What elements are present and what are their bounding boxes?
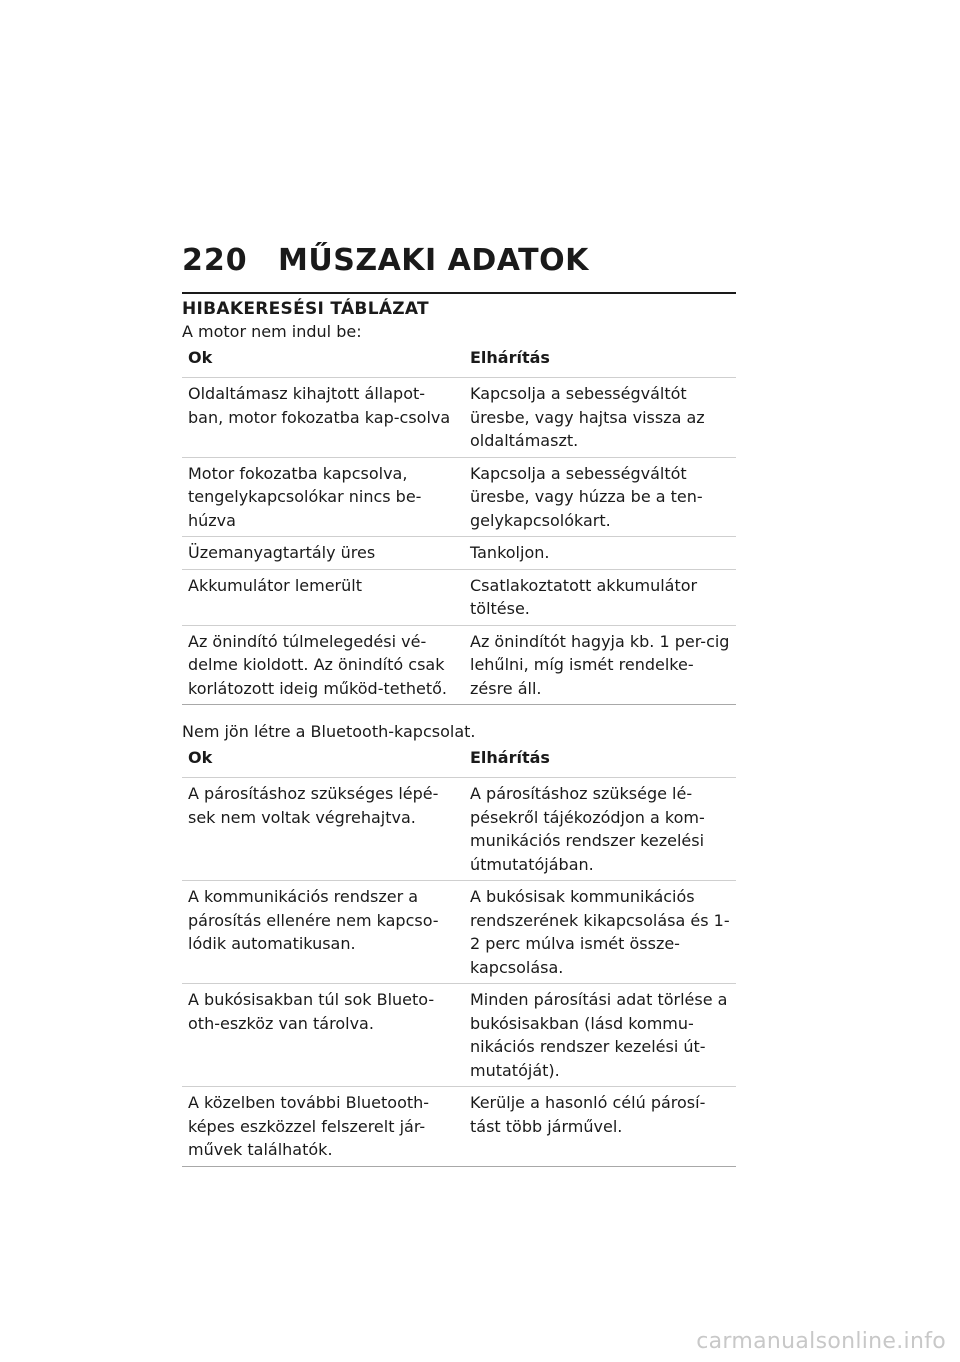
page-header [182, 243, 736, 278]
cause-cell: A közelben további Bluetooth-képes eszközzel felszerelt jár-művek találhatók. [182, 1087, 464, 1167]
troubleshooting-table-bluetooth [182, 743, 736, 1167]
cause-cell: Motor fokozatba kapcsolva, tengelykapcsolókar nincs be-húzva [182, 457, 464, 537]
column-header-cause: Ok [182, 743, 464, 778]
table-row [182, 625, 736, 705]
troubleshooting-table-engine [182, 343, 736, 705]
column-header-remedy: Elhárítás [464, 743, 736, 778]
watermark-logo: carmanualsonline.info [696, 1329, 946, 1354]
table-row [182, 537, 736, 570]
cause-cell: Oldaltámasz kihajtott állapot-ban, motor fokozatba kap-csolva [182, 378, 464, 458]
cause-cell: Üzemanyagtartály üres [182, 537, 464, 570]
remedy-cell: Kapcsolja a sebességváltót üresbe, vagy hajtsa vissza az oldaltámaszt. [464, 378, 736, 458]
page-number: 220 [182, 243, 248, 278]
table-row [182, 1087, 736, 1167]
chapter-title: MŰSZAKI ADATOK [278, 243, 589, 278]
table-header-row [182, 743, 736, 778]
table-row [182, 881, 736, 984]
cause-cell: A kommunikációs rendszer a párosítás ellenére nem kapcso-lódik automatikusan. [182, 881, 464, 984]
column-header-cause: Ok [182, 343, 464, 378]
remedy-cell: Az önindítót hagyja kb. 1 per-cig lehűlni, míg ismét rendelke-zésre áll. [464, 625, 736, 705]
manual-page [182, 243, 736, 1167]
cause-cell: A párosításhoz szükséges lépé-sek nem voltak végrehajtva. [182, 778, 464, 881]
header-rule [182, 292, 736, 294]
cause-cell: Akkumulátor lemerült [182, 569, 464, 625]
remedy-cell: Kerülje a hasonló célú párosí-tást több járművel. [464, 1087, 736, 1167]
cause-cell: Az önindító túlmelegedési vé-delme kioldott. Az önindító csak korlátozott ideig működ-tethető. [182, 625, 464, 705]
remedy-cell: Minden párosítási adat törlése a bukósisakban (lásd kommu-nikációs rendszer kezelési út-mutatóját). [464, 984, 736, 1087]
remedy-cell: A bukósisak kommunikációs rendszerének kikapcsolása és 1-2 perc múlva ismét össze-kapcsolása. [464, 881, 736, 984]
section-title: HIBAKERESÉSI TÁBLÁZAT [182, 299, 429, 319]
cause-cell: A bukósisakban túl sok Blueto-oth-eszköz van tárolva. [182, 984, 464, 1087]
table-row [182, 778, 736, 881]
remedy-cell: Tankoljon. [464, 537, 736, 570]
table1-intro: A motor nem indul be: [182, 322, 362, 341]
table2-intro: Nem jön létre a Bluetooth-kapcsolat. [182, 722, 476, 741]
remedy-cell: Csatlakoztatott akkumulátor töltése. [464, 569, 736, 625]
table-header-row [182, 343, 736, 378]
table-row [182, 457, 736, 537]
remedy-cell: A párosításhoz szüksége lé-pésekről tájékozódjon a kom-munikációs rendszer kezelési útmutatójában. [464, 778, 736, 881]
table-row [182, 378, 736, 458]
table-row [182, 569, 736, 625]
table-row [182, 984, 736, 1087]
column-header-remedy: Elhárítás [464, 343, 736, 378]
remedy-cell: Kapcsolja a sebességváltót üresbe, vagy húzza be a ten-gelykapcsolókart. [464, 457, 736, 537]
